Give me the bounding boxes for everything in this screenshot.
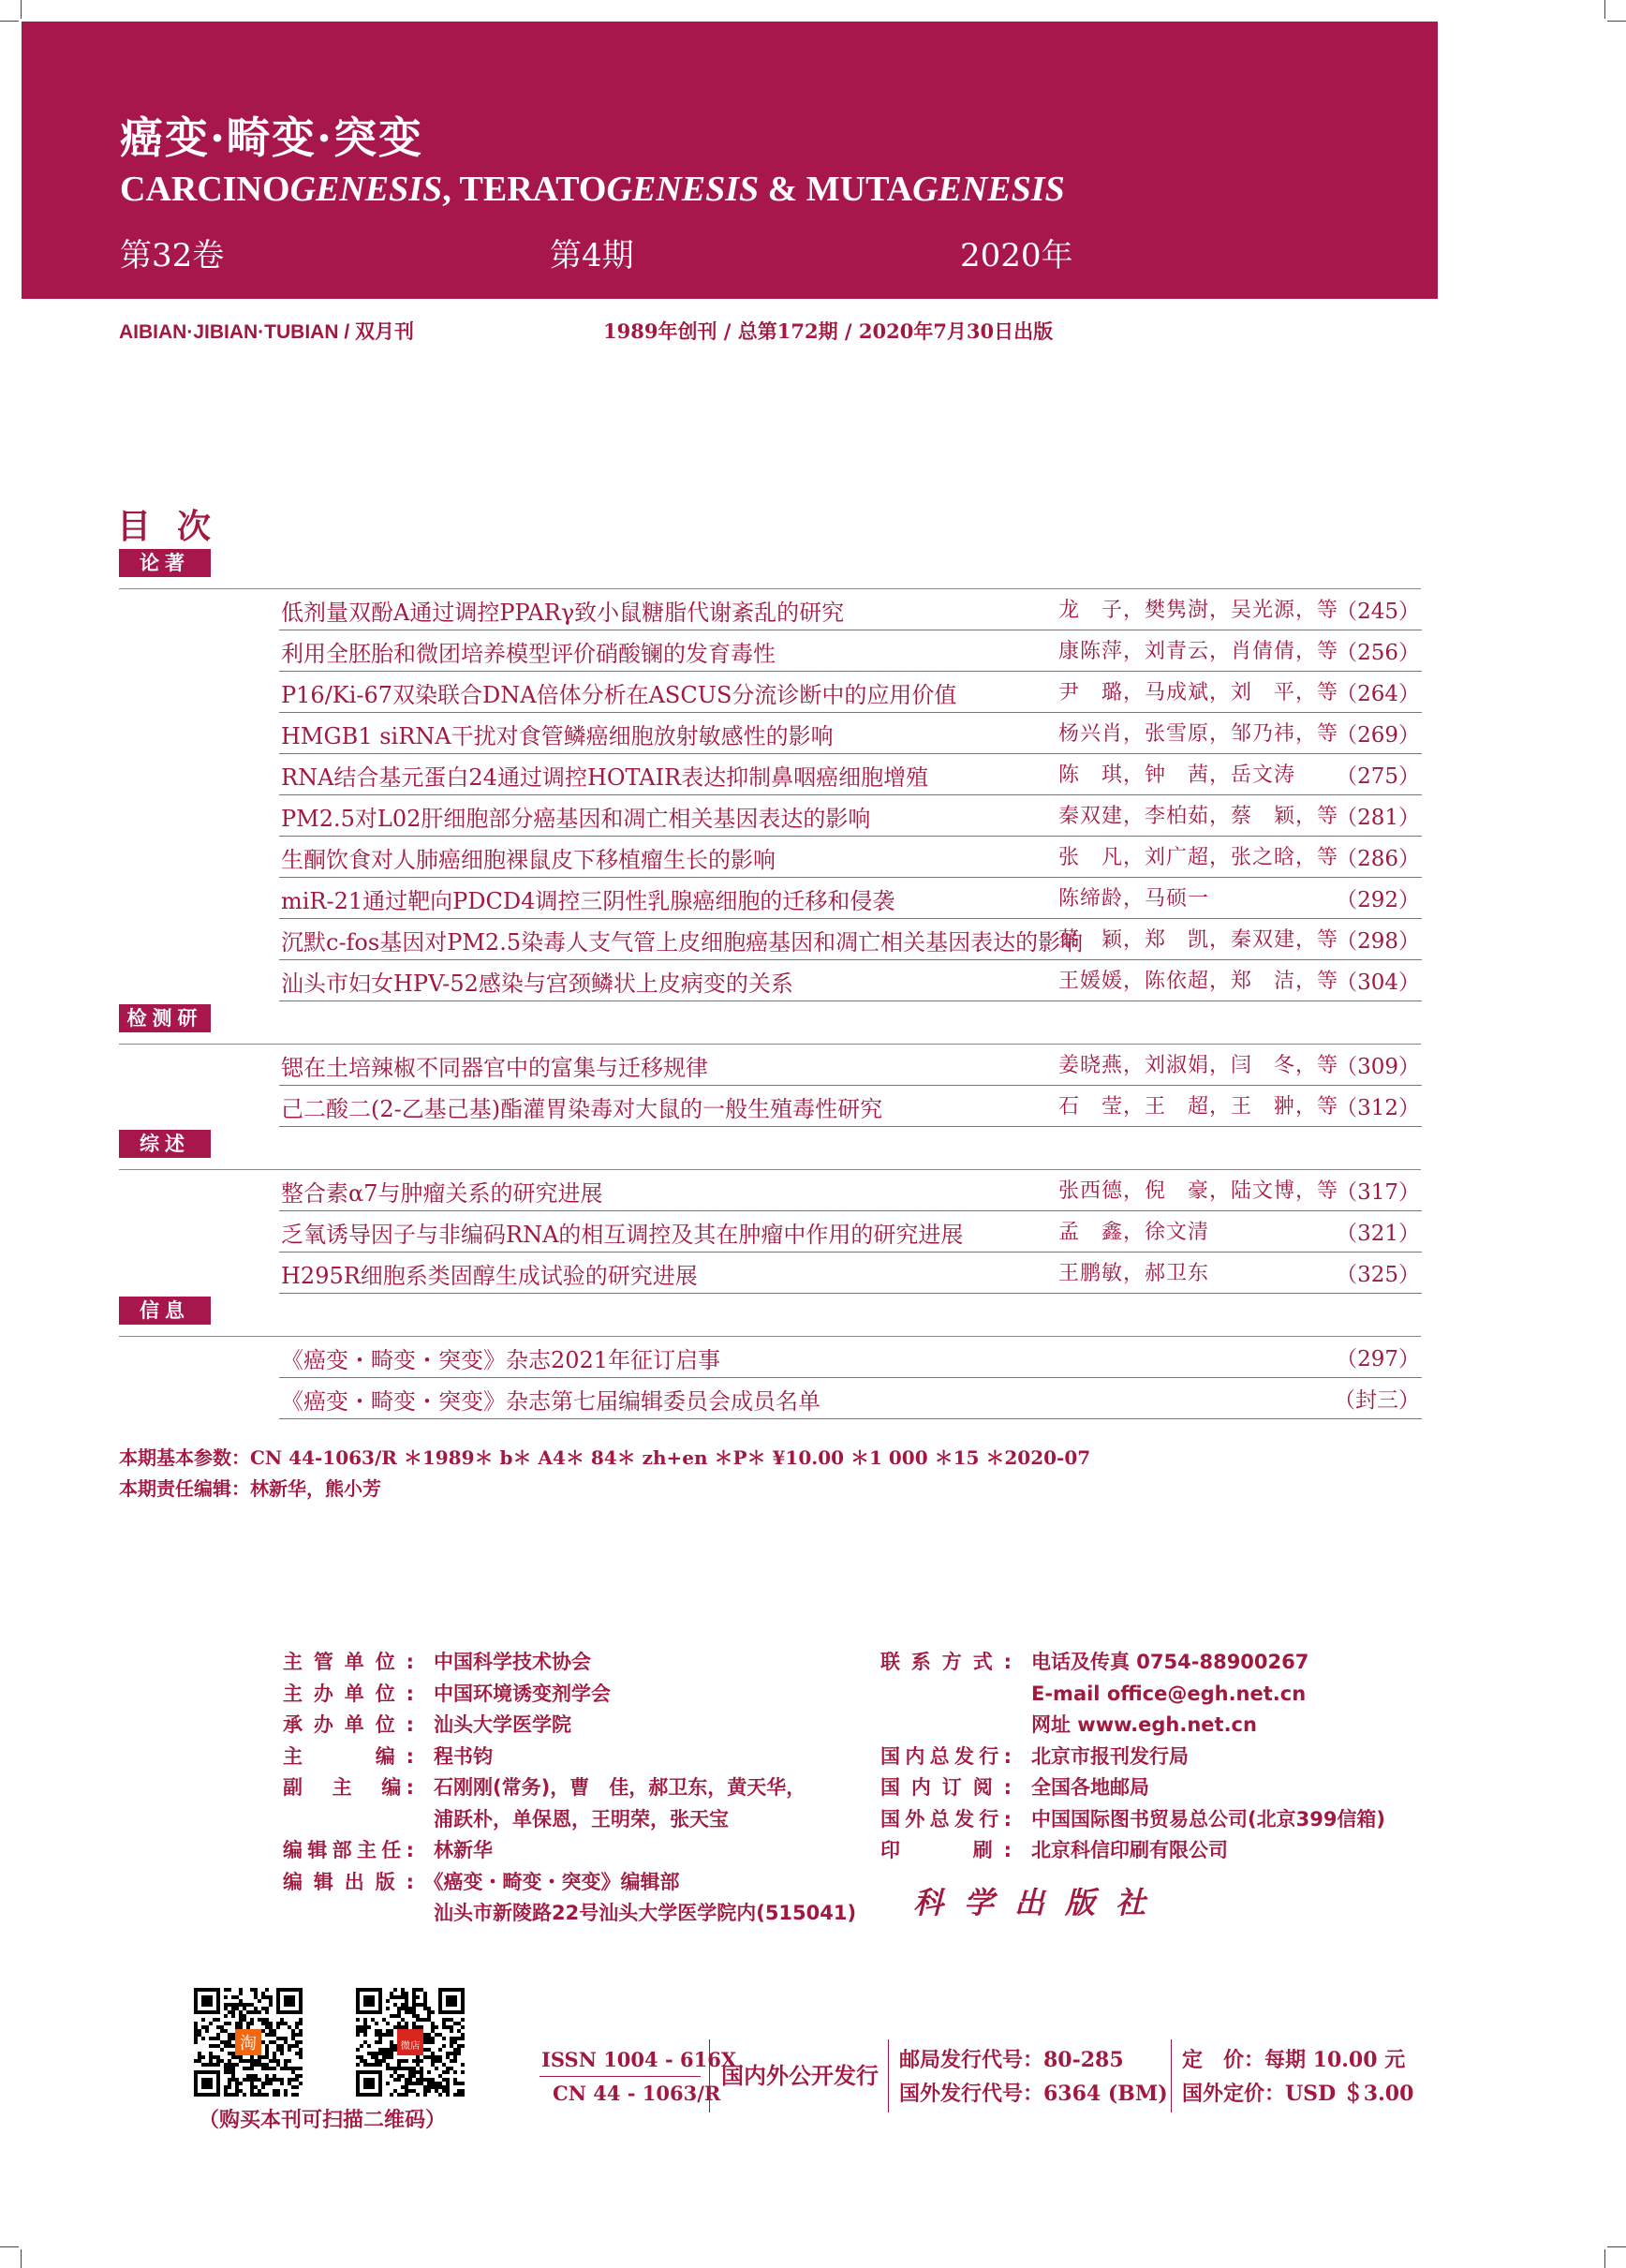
article-title: 《癌变・畸变・突变》杂志第七届编辑委员会成员名单	[281, 1388, 820, 1415]
responsible-editors: 本期责任编辑：林新华，熊小芳	[119, 1477, 381, 1500]
masthead-value: 《癌变・畸变・突变》编辑部	[434, 1870, 680, 1893]
masthead-row	[880, 1710, 1257, 1738]
journal-cn-title: 癌变·畸变·突变	[120, 112, 424, 163]
toc-entry[interactable]	[279, 753, 1422, 795]
masthead-value: 电话及传真 0754-88900267	[1031, 1651, 1309, 1673]
article-authors: 王媛媛，陈依超，郑 洁，等	[1058, 970, 1339, 993]
article-authors: 龙 子，樊隽澍，吴光源，等	[1058, 599, 1339, 622]
publisher-name: 科学出版社	[913, 1885, 1167, 1920]
masthead-value: 中国环境诱变剂学会	[434, 1682, 611, 1705]
toc-entry[interactable]	[279, 1169, 1422, 1211]
article-page: （321）	[1336, 1222, 1420, 1246]
article-title: 沉默c-fos基因对PM2.5染毒人支气管上皮细胞癌基因和凋亡相关基因表达的影响	[281, 929, 1084, 956]
article-title: 利用全胚胎和微团培养模型评价硝酸镧的发育毒性	[281, 641, 776, 667]
masthead-row	[880, 1679, 1306, 1707]
cn-number: CN 44 - 1063/R	[553, 2082, 721, 2105]
toc-entry[interactable]	[279, 1085, 1422, 1127]
volume-label: 第32卷	[120, 237, 225, 274]
masthead-row	[283, 1898, 856, 1926]
foreign-code: 国外发行代号：6364 (BM)	[899, 2082, 1168, 2106]
article-page: （312）	[1336, 1096, 1420, 1120]
masthead-row	[283, 1835, 493, 1863]
article-title: 整合素α7与肿瘤关系的研究进展	[281, 1180, 603, 1207]
masthead-value: 网址 www.egh.net.cn	[1031, 1713, 1257, 1736]
masthead-row	[283, 1742, 493, 1770]
article-title: 低剂量双酚A通过调控PPARγ致小鼠糖脂代谢紊乱的研究	[281, 600, 845, 626]
article-page: （309）	[1336, 1055, 1420, 1079]
article-authors: 姜晓燕，刘淑娟，闫 冬，等	[1058, 1054, 1339, 1077]
article-authors: 陈 琪，钟 茜，岳文涛	[1058, 763, 1296, 787]
toc-entry[interactable]	[279, 1377, 1422, 1419]
toc-entry[interactable]	[279, 588, 1422, 630]
article-page: （269）	[1336, 723, 1420, 748]
toc-entry[interactable]	[279, 794, 1422, 837]
toc-title: 目次	[117, 507, 238, 546]
masthead-value: E-mail office@egh.net.cn	[1031, 1682, 1307, 1705]
masthead-label: 副 主 编:	[283, 1776, 414, 1799]
masthead-label: 国内总发行:	[880, 1744, 1012, 1768]
issue-label: 第4期	[550, 237, 634, 274]
article-authors: 陈缔龄，马硕一	[1058, 887, 1210, 911]
article-authors: 张 凡，刘广超，张之晗，等	[1058, 846, 1339, 869]
masthead-label: 主办单位:	[283, 1682, 414, 1705]
article-authors: 石 莹，王 超，王 翀，等	[1058, 1095, 1339, 1119]
article-title: miR-21通过靶向PDCD4调控三阴性乳腺癌细胞的迁移和侵袭	[281, 888, 895, 914]
masthead-label: 编辑部主任:	[283, 1839, 414, 1861]
year-label: 2020年	[960, 237, 1073, 274]
crop-mark	[0, 2246, 19, 2247]
svg-text:微店: 微店	[400, 2039, 421, 2052]
toc-entry[interactable]	[279, 630, 1422, 672]
article-title: 汕头市妇女HPV-52感染与宫颈鳞状上皮病变的关系	[281, 971, 793, 997]
article-page: （256）	[1336, 641, 1420, 665]
section-label: 信息	[119, 1297, 211, 1325]
toc-entry[interactable]	[279, 1044, 1422, 1086]
qr-caption: （购买本刊可扫描二维码）	[199, 2108, 447, 2132]
article-page: （275）	[1336, 764, 1420, 789]
article-title: P16/Ki-67双染联合DNA倍体分析在ASCUS分流诊断中的应用价值	[281, 682, 957, 708]
issn-divider	[540, 2076, 701, 2077]
crop-mark	[1604, 0, 1605, 19]
crop-mark	[21, 0, 22, 19]
article-page: （325）	[1336, 1263, 1420, 1287]
article-page: （264）	[1336, 682, 1420, 706]
masthead-value: 浦跃朴，单保恩，王明荣，张天宝	[434, 1807, 729, 1831]
toc-entry[interactable]	[279, 877, 1422, 919]
article-page: （281）	[1336, 806, 1420, 830]
masthead-row	[880, 1772, 1149, 1801]
masthead-value: 北京科信印刷有限公司	[1031, 1839, 1228, 1861]
masthead-row	[880, 1647, 1308, 1675]
crop-mark	[21, 2249, 22, 2268]
article-authors: 孟 鑫，徐文清	[1058, 1221, 1210, 1244]
article-page: （245）	[1336, 600, 1420, 624]
price-label: 定 价：每期 10.00 元	[1182, 2048, 1406, 2072]
section-label: 检测研究	[119, 1004, 211, 1032]
article-authors: 杨兴肖，张雪原，邹乃祎，等	[1058, 722, 1339, 746]
article-page: （297）	[1336, 1347, 1420, 1371]
article-title: 《癌变・畸变・突变》杂志2021年征订启事	[281, 1347, 721, 1373]
journal-pinyin: AIBIAN·JIBIAN·TUBIAN / 双月刊	[119, 321, 414, 343]
masthead-row	[880, 1804, 1385, 1832]
footer-divider	[1171, 2039, 1172, 2112]
masthead-row	[880, 1742, 1189, 1770]
postal-code: 邮局发行代号：80-285	[899, 2048, 1124, 2072]
masthead-row	[880, 1835, 1228, 1863]
footer-divider	[888, 2039, 889, 2112]
foreign-price-label: 国外定价：USD ＄3.00	[1182, 2082, 1414, 2106]
masthead-row	[283, 1867, 680, 1895]
article-title: 己二酸二(2-乙基己基)酯灌胃染毒对大鼠的一般生殖毒性研究	[281, 1096, 883, 1122]
article-page: （286）	[1336, 847, 1420, 871]
distribution-label: 国内外公开发行	[721, 2062, 879, 2089]
masthead-value: 汕头大学医学院	[434, 1713, 571, 1736]
masthead-label: 承办单位:	[283, 1713, 414, 1736]
article-title: PM2.5对L02肝细胞部分癌基因和凋亡相关基因表达的影响	[281, 806, 871, 832]
masthead-value: 程书钧	[434, 1744, 493, 1768]
masthead-label: 国内订阅:	[880, 1776, 1012, 1799]
article-authors: 康陈萍，刘青云，肖倩倩，等	[1058, 640, 1339, 663]
article-title: HMGB1 siRNA干扰对食管鳞癌细胞放射敏感性的影响	[281, 723, 834, 749]
masthead-label: 联系方式:	[880, 1651, 1012, 1673]
masthead-row	[283, 1804, 729, 1832]
article-title: 锶在土培辣椒不同器官中的富集与迁移规律	[281, 1055, 708, 1081]
masthead-row	[283, 1710, 571, 1738]
taobao-qr-code[interactable]	[194, 1988, 303, 2097]
masthead-value: 林新华	[434, 1839, 493, 1861]
article-authors: 张西德，倪 豪，陆文博，等	[1058, 1179, 1339, 1203]
masthead-label: 主 编:	[283, 1744, 414, 1768]
issn-number: ISSN 1004 - 616X	[541, 2048, 737, 2071]
article-page: （304）	[1336, 971, 1420, 995]
svg-text:淘: 淘	[240, 2033, 257, 2053]
masthead-row	[283, 1679, 611, 1707]
journal-en-title: CARCINOGENESIS, TERATOGENESIS & MUTAGENESIS	[120, 170, 1065, 209]
masthead-label: 印 刷:	[880, 1839, 1012, 1861]
article-authors: 王鹏敏，郝卫东	[1058, 1262, 1210, 1285]
crop-mark	[0, 21, 19, 22]
masthead-row	[283, 1647, 591, 1675]
article-page: （292）	[1336, 888, 1420, 912]
masthead-value: 汕头市新陵路22号汕头大学医学院内(515041)	[434, 1902, 857, 1924]
article-authors: 尹 璐，马成斌，刘 平，等	[1058, 681, 1339, 704]
masthead-label: 编辑出版:	[283, 1870, 414, 1893]
toc-entry[interactable]	[279, 918, 1422, 960]
toc-entry[interactable]	[279, 671, 1422, 713]
section-label: 综述	[119, 1130, 211, 1158]
footer-divider	[709, 2039, 710, 2112]
article-title: RNA结合基元蛋白24通过调控HOTAIR表达抑制鼻咽癌细胞增殖	[281, 764, 929, 791]
crop-mark	[1607, 2246, 1626, 2247]
toc-entry[interactable]	[279, 1210, 1422, 1253]
article-page: （317）	[1336, 1180, 1420, 1205]
masthead-value: 中国国际图书贸易总公司(北京399信箱)	[1031, 1807, 1386, 1831]
crop-mark	[1604, 2249, 1605, 2268]
section-label: 论著	[119, 549, 211, 577]
article-page: （298）	[1336, 929, 1420, 954]
header-banner	[22, 22, 1438, 299]
article-title: H295R细胞系类固醇生成试验的研究进展	[281, 1263, 698, 1289]
issue-parameters: 本期基本参数：CN 44-1063/R ＊1989＊ b＊ A4＊ 84＊ zh+en ＊P＊ ¥10.00 ＊1 000 ＊15 ＊2020-07	[119, 1446, 1091, 1469]
journal-founded: 1989年创刊 / 总第172期 / 2020年7月30日出版	[603, 319, 1054, 343]
article-title: 生酮饮食对人肺癌细胞裸鼠皮下移植瘤生长的影响	[281, 847, 776, 873]
masthead-value: 全国各地邮局	[1031, 1776, 1149, 1799]
masthead-row	[283, 1772, 806, 1801]
masthead-label: 国外总发行:	[880, 1807, 1012, 1831]
weidian-qr-code[interactable]	[356, 1988, 465, 2097]
toc-entry[interactable]	[279, 1336, 1422, 1378]
article-authors: 秦双建，李柏茹，蔡 颖，等	[1058, 805, 1339, 828]
article-page: （封三）	[1334, 1388, 1420, 1413]
masthead-value: 石刚刚(常务)，曹 佳，郝卫东，黄天华，	[434, 1776, 806, 1799]
article-authors: 蔡 颖，郑 凯，秦双建，等	[1058, 928, 1339, 952]
toc-entry[interactable]	[279, 1252, 1422, 1294]
toc-entry[interactable]	[279, 836, 1422, 878]
masthead-label: 主管单位:	[283, 1651, 414, 1673]
masthead-value: 北京市报刊发行局	[1031, 1744, 1189, 1768]
article-title: 乏氧诱导因子与非编码RNA的相互调控及其在肿瘤中作用的研究进展	[281, 1222, 964, 1248]
toc-entry[interactable]	[279, 712, 1422, 754]
crop-mark	[1607, 21, 1626, 22]
masthead-value: 中国科学技术协会	[434, 1651, 591, 1673]
toc-entry[interactable]	[279, 959, 1422, 1001]
